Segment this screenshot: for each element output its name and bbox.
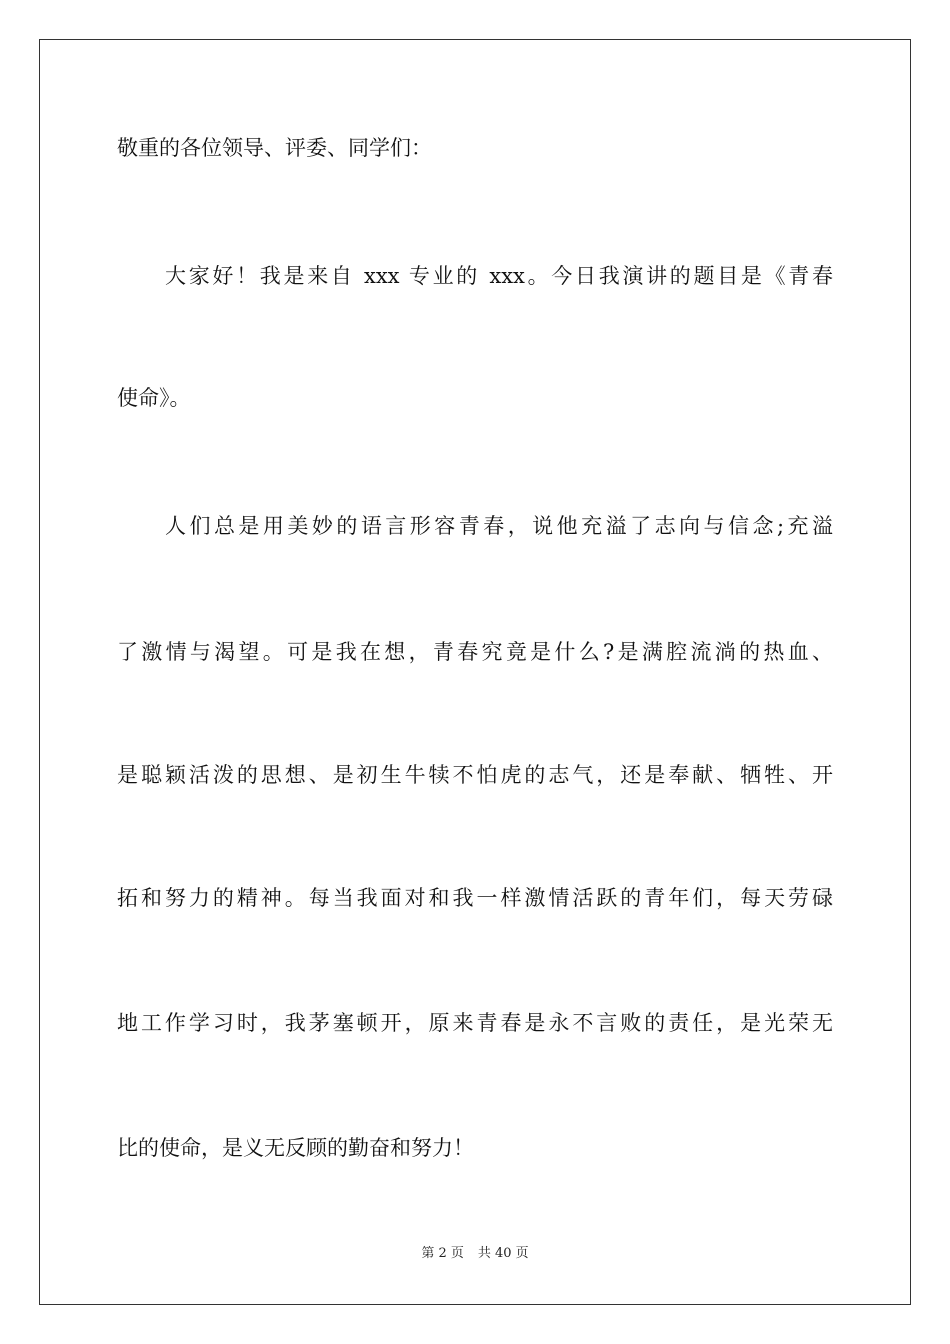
paragraph-2-line-2: 了激情与渴望。可是我在想，青春究竟是什么?是满腔流淌的热血、 (117, 640, 833, 664)
salutation-line: 敬重的各位领导、评委、同学们： (117, 136, 432, 160)
page-border (39, 39, 911, 1305)
paragraph-2-line-1: 人们总是用美妙的语言形容青春，说他充溢了志向与信念;充溢 (165, 514, 833, 538)
page-total: 共 40 页 (477, 1246, 529, 1261)
paragraph-1-line-2: 使命》。 (117, 386, 191, 410)
page-number: 第 2 页 (421, 1246, 464, 1261)
paragraph-2-line-4: 拓和努力的精神。每当我面对和我一样激情活跃的青年们，每天劳碌 (117, 886, 833, 910)
paragraph-2-line-6: 比的使命，是义无反顾的勤奋和努力！ (117, 1136, 474, 1160)
paragraph-1-line-1: 大家好！我是来自 xxx 专业的 xxx。今日我演讲的题目是《青春 (165, 264, 833, 288)
paragraph-2-line-5: 地工作学习时，我茅塞顿开，原来青春是永不言败的责任，是光荣无 (117, 1011, 833, 1035)
page-footer (0, 1245, 950, 1263)
paragraph-2-line-3: 是聪颖活泼的思想、是初生牛犊不怕虎的志气，还是奉献、牺牲、开 (117, 763, 833, 787)
